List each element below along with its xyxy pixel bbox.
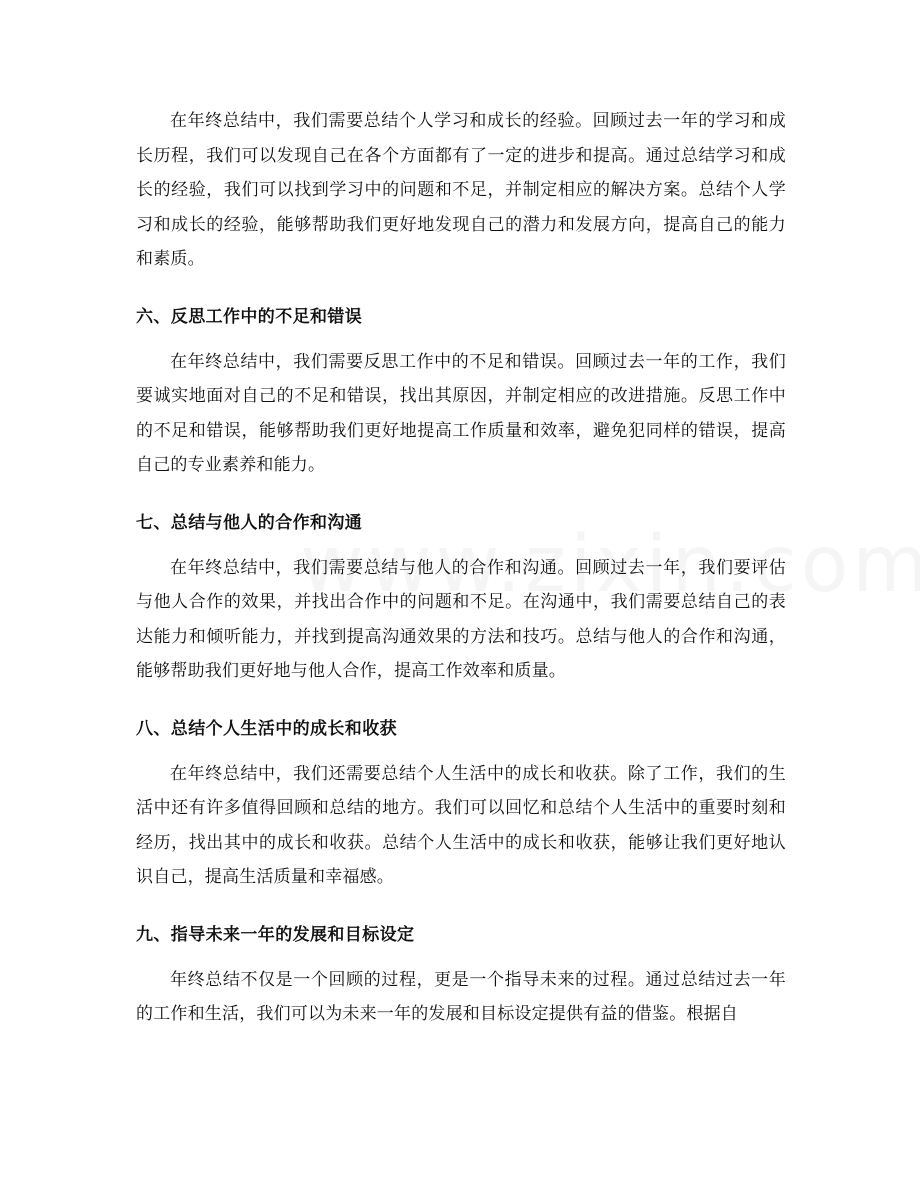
heading-section-7: 七、总结与他人的合作和沟通 bbox=[136, 512, 363, 533]
heading-section-8: 八、总结个人生活中的成长和收获 bbox=[136, 718, 397, 739]
heading-section-9: 九、指导未来一年的发展和目标设定 bbox=[136, 924, 415, 945]
paragraph-section-9: 年终总结不仅是一个回顾的过程，更是一个指导未来的过程。通过总结过去一年的工作和生活，我们可以为未来一年的发展和目标设定提供有益的借鉴。根据自 bbox=[136, 969, 786, 1024]
heading-section-6: 六、反思工作中的不足和错误 bbox=[136, 306, 363, 327]
paragraph-section-6: 在年终总结中，我们需要反思工作中的不足和错误。回顾过去一年的工作，我们要诚实地面对自己的不足和错误，找出其原因，并制定相应的改进措施。反思工作中的不足和错误，能够帮助我们更好地提高工作质量和效率，避免犯同样的错误，提高自己的专业素养和能力。 bbox=[136, 351, 786, 475]
document-body bbox=[136, 104, 786, 1032]
paragraph-section-7: 在年终总结中，我们需要总结与他人的合作和沟通。回顾过去一年，我们要评估与他人合作的效果，并找出合作中的问题和不足。在沟通中，我们需要总结自己的表达能力和倾听能力，并找到提高沟通效果的方法和技巧。总结与他人的合作和沟通，能够帮助我们更好地与他人合作，提高工作效率和质量。 bbox=[136, 557, 786, 681]
paragraph-learning-growth: 在年终总结中，我们需要总结个人学习和成长的经验。回顾过去一年的学习和成长历程，我们可以发现自己在各个方面都有了一定的进步和提高。通过总结学习和成长的经验，我们可以找到学习中的问题和不足，并制定相应的解决方案。总结个人学习和成长的经验，能够帮助我们更好地发现自己的潜力和发展方向，提高自己的能力和素质。 bbox=[136, 111, 786, 269]
paragraph-section-8: 在年终总结中，我们还需要总结个人生活中的成长和收获。除了工作，我们的生活中还有许多值得回顾和总结的地方。我们可以回忆和总结个人生活中的重要时刻和经历，找出其中的成长和收获。总结个人生活中的成长和收获，能够让我们更好地认识自己，提高生活质量和幸福感。 bbox=[136, 763, 786, 887]
